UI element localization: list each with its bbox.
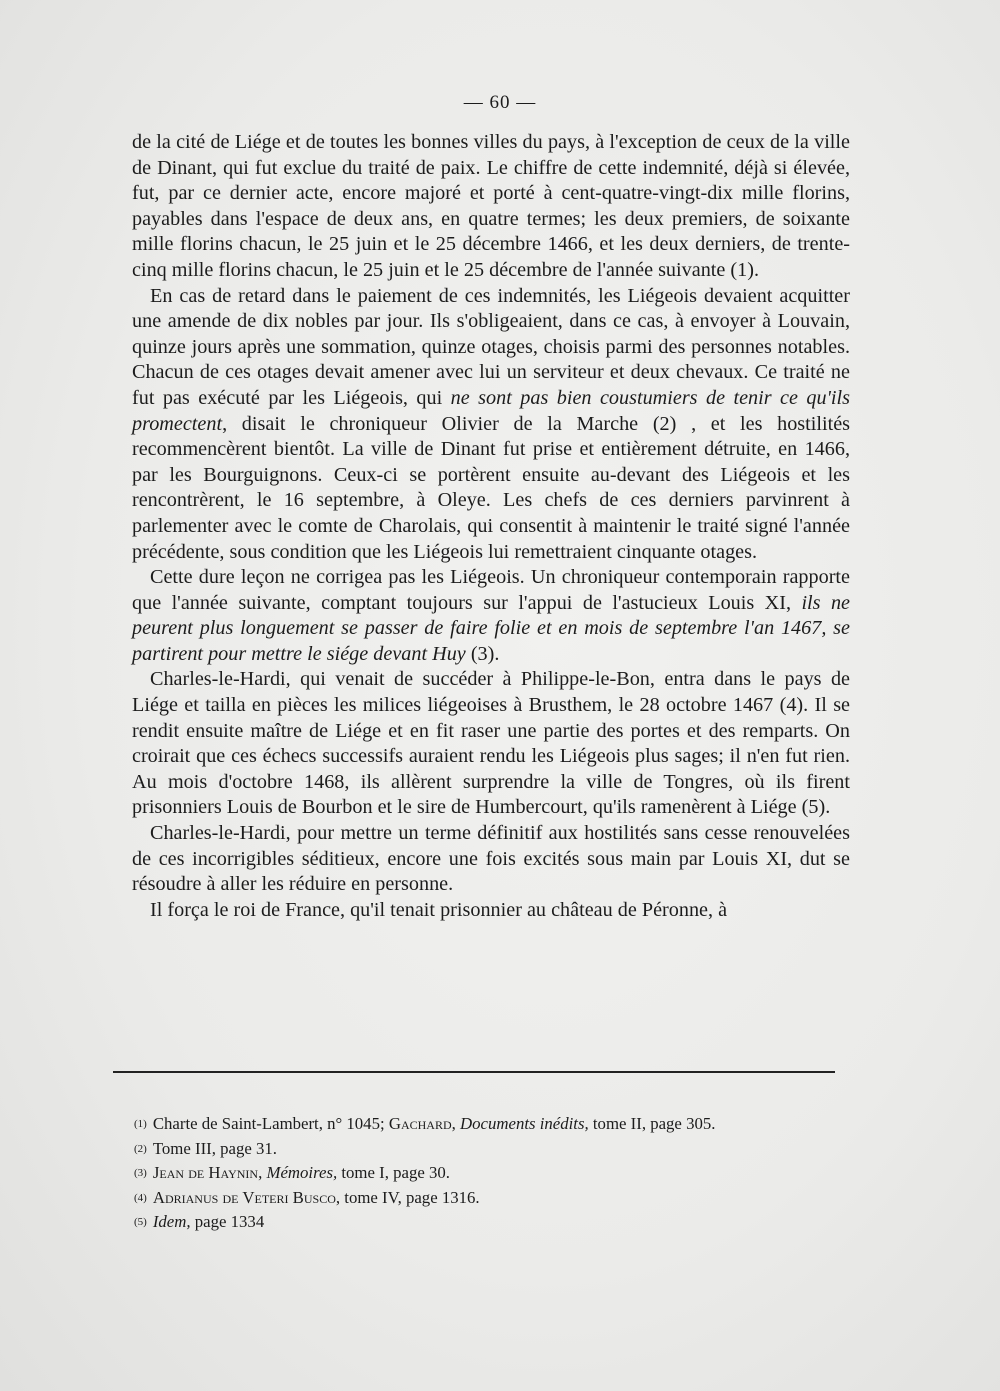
paragraph-4-text: Charles-le-Hardi, qui venait de succéder à Philippe-le-Bon, entra dans le pays de Liége et tailla en pièces les milices liégeoises à Brusthem, le 28 octobre 1467: [132, 668, 850, 717]
footnote-mark: (4): [134, 1191, 147, 1204]
paragraph-5: Charles-le-Hardi, pour mettre un terme définitif aux hostilités sans cesse renouvelées de ces incorrigibles séditieux, encore une fois excités sous main par Louis XI, dut se résoudre à aller les réduire en personne.: [132, 822, 850, 896]
paragraph-2-text: En cas de retard dans le paiement de ces indemnités, les Liégeois devaient acquitter une amende de dix nobles par jour. Ils s'obligeaient, dans ce cas, à envoyer à Louvain, quinze jours après une sommation, quinze otages, choisis parmi des personnes notables. Chacun de ces otages devait amener avec lui un serviteur et deux chevaux. Ce traité ne fut pas exécuté par les Liégeois, qui: [132, 284, 850, 409]
footnote-title: Documents inédits,: [460, 1114, 589, 1133]
paragraph-3-end: .: [494, 642, 500, 665]
footnote-4: [134, 1186, 854, 1211]
paragraph-1-text: de la cité de Liége et de toutes les bonnes villes du pays, à l'exception de ceux de la ville de Dinant, qui fut exclue du traité de paix. Le chiffre de cette indemnité, déjà si élevée, fut, par ce dernier acte, encore majoré et porté à cent-quatre-vingt-dix mille florins, payables dans l'espace de deux ans, en quatre termes; les deux premiers, de soixante mille florins chacun, le 25 juin et le 25 décembre 1466, et les deux derniers, de trente-cinq mille florins chacun, le 25 juin et le 25 décembre de l'année suivante: [132, 131, 850, 281]
footnote-3: [134, 1161, 854, 1186]
paragraph-2-text-c: , et les hostilités recommencèrent bientôt. La ville de Dinant fut prise et entièrement détruite, en 1466, par les Bourguignons. Ceux-ci se portèrent ensuite au-devant des Liégeois et les rencontrèrent, le 16 septembre, à Oleye. Les chefs de ces derniers parvinrent à parlementer avec le comte de Charolais, qui consentit à maintenir le traité signé l'année précédente, sous condition que les Liégeois lui remettraient cinquante otages.: [132, 412, 851, 563]
paragraph-4: [132, 667, 850, 821]
footnote-mark: (5): [134, 1216, 147, 1228]
page-number: — 60 —: [463, 92, 537, 113]
footnote-mark: (1): [134, 1118, 147, 1130]
footnotes: [134, 1112, 854, 1235]
footnote-ref-4: (4): [779, 694, 804, 717]
footnote-ref-5: (5): [801, 796, 826, 819]
footnote-divider: [113, 1071, 835, 1073]
paragraph-1: [132, 130, 850, 284]
footnote-1: [134, 1112, 854, 1137]
footnote-ref-2: (2): [652, 412, 677, 435]
paragraph-4-end: .: [825, 796, 831, 819]
footnote-5: [134, 1210, 854, 1235]
paragraph-3: [132, 565, 850, 667]
footnote-text: Tome III, page 31.: [152, 1138, 277, 1158]
footnote-2: [134, 1137, 854, 1162]
footnote-author: Jean de Haynin,: [152, 1163, 263, 1182]
paragraph-2: [132, 284, 850, 566]
footnote-text: page 1334: [194, 1212, 265, 1231]
footnote-text: tome IV, page 1316.: [344, 1187, 480, 1207]
footnote-title: Mémoires,: [266, 1163, 338, 1182]
paragraph-2-text-b: , disait le chroniqueur Olivier de la Marche: [222, 412, 639, 435]
body-text: [132, 130, 850, 923]
footnote-text: tome I, page 30.: [341, 1163, 450, 1182]
paragraph-3-text: Cette dure leçon ne corrigea pas les Liégeois. Un chroniqueur contemporain rapporte que l'année suivante, comptant toujours sur l'appui de l'astucieux Louis XI,: [132, 566, 850, 614]
footnote-author: Gachard,: [388, 1114, 456, 1133]
footnote-mark: (2): [134, 1142, 147, 1155]
paragraph-1-end: .: [753, 258, 759, 281]
paragraph-3-quote: ils ne peurent plus longuement se passer de faire folie et en mois de septembre l'an 1467, se partirent pour mettre le siége devant Huy: [132, 591, 850, 665]
paragraph-2-quote: ne sont pas bien coustumiers de tenir ce qu'ils promectent: [132, 386, 851, 435]
footnote-text: tome II, page 305.: [592, 1114, 716, 1133]
paragraph-4-text-b: . Il se rendit ensuite maître de Liége et en fit raser une partie des portes et des remparts. On croirait que ces échecs successifs auraient rendu les Liégeois plus sages; il n'en fut rien. Au mois d'octobre 1468, ils allèrent surprendre la ville de Tongres, où ils firent prisonniers Louis de Bourbon et le sire de Humbercourt, qu'ils ramenèrent à Liége: [132, 694, 851, 819]
footnote-title: Idem,: [152, 1212, 191, 1231]
footnote-text: Charte de Saint-Lambert, n° 1045;: [152, 1114, 385, 1133]
footnote-mark: (3): [134, 1167, 147, 1179]
footnote-ref-1: (1): [730, 258, 754, 281]
footnote-ref-3: (3): [470, 642, 495, 665]
paragraph-6: Il força le roi de France, qu'il tenait prisonnier au château de Péronne, à: [150, 898, 728, 921]
footnote-author: Adrianus de Veteri Busco,: [152, 1187, 341, 1207]
